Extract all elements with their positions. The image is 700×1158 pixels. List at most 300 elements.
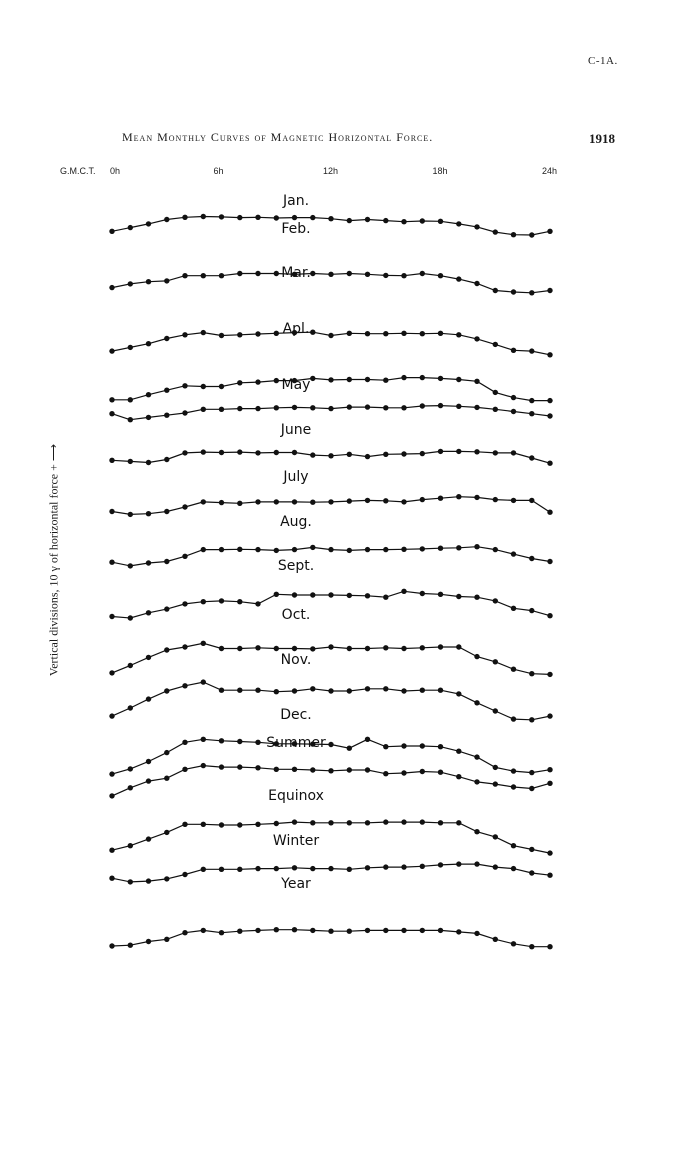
data-point	[456, 691, 461, 696]
data-point	[219, 500, 224, 505]
data-point	[438, 644, 443, 649]
data-point	[547, 781, 552, 786]
data-point	[109, 397, 114, 402]
data-point	[219, 867, 224, 872]
data-point	[274, 450, 279, 455]
data-point	[456, 749, 461, 754]
data-point	[529, 847, 534, 852]
data-point	[274, 646, 279, 651]
data-point	[347, 271, 352, 276]
data-point	[493, 834, 498, 839]
data-point	[237, 449, 242, 454]
x-tick-label: 12h	[323, 166, 339, 176]
data-point	[383, 273, 388, 278]
data-point	[255, 688, 260, 693]
data-point	[529, 870, 534, 875]
series-1	[109, 221, 552, 295]
data-point	[274, 866, 279, 871]
data-point	[292, 646, 297, 651]
data-point	[328, 742, 333, 747]
data-point	[201, 384, 206, 389]
data-point	[328, 547, 333, 552]
data-point	[438, 928, 443, 933]
data-point	[128, 417, 133, 422]
data-point	[310, 866, 315, 871]
data-point	[164, 509, 169, 514]
data-point	[237, 646, 242, 651]
data-point	[146, 341, 151, 346]
data-point	[474, 595, 479, 600]
data-point	[255, 331, 260, 336]
data-point	[164, 750, 169, 755]
data-point	[164, 217, 169, 222]
data-point	[274, 927, 279, 932]
data-point	[547, 398, 552, 403]
data-point	[493, 407, 498, 412]
data-point	[383, 378, 388, 383]
data-point	[511, 843, 516, 848]
series-5	[109, 422, 552, 466]
data-point	[182, 273, 187, 278]
series-11	[109, 707, 552, 777]
series-label: July	[283, 469, 309, 485]
data-point	[274, 378, 279, 383]
data-point	[438, 862, 443, 867]
data-point	[109, 876, 114, 881]
data-point	[456, 545, 461, 550]
data-point	[201, 763, 206, 768]
data-point	[219, 214, 224, 219]
data-point	[493, 598, 498, 603]
data-point	[347, 867, 352, 872]
data-point	[511, 667, 516, 672]
data-point	[438, 376, 443, 381]
data-point	[328, 453, 333, 458]
data-point	[493, 229, 498, 234]
x-tick-label: 6h	[213, 166, 224, 176]
data-point	[328, 216, 333, 221]
data-point	[383, 547, 388, 552]
data-point	[438, 331, 443, 336]
data-point	[365, 820, 370, 825]
data-point	[219, 384, 224, 389]
data-point	[438, 592, 443, 597]
data-point	[201, 214, 206, 219]
data-point	[328, 768, 333, 773]
data-point	[201, 407, 206, 412]
data-point	[255, 928, 260, 933]
data-point	[365, 737, 370, 742]
data-point	[237, 822, 242, 827]
data-point	[164, 776, 169, 781]
data-point	[310, 646, 315, 651]
data-point	[328, 377, 333, 382]
data-point	[109, 771, 114, 776]
data-point	[474, 281, 479, 286]
data-point	[401, 589, 406, 594]
data-point	[547, 288, 552, 293]
data-point	[237, 332, 242, 337]
series-line	[112, 822, 550, 853]
data-point	[347, 498, 352, 503]
data-point	[255, 822, 260, 827]
data-point	[109, 793, 114, 798]
data-point	[547, 944, 552, 949]
data-point	[547, 672, 552, 677]
data-point	[182, 872, 187, 877]
data-point	[474, 654, 479, 659]
data-point	[255, 499, 260, 504]
data-point	[109, 458, 114, 463]
data-point	[365, 498, 370, 503]
data-point	[274, 499, 279, 504]
data-point	[474, 544, 479, 549]
data-point	[292, 499, 297, 504]
data-point	[328, 688, 333, 693]
data-point	[511, 606, 516, 611]
data-point	[146, 836, 151, 841]
data-point	[529, 608, 534, 613]
data-point	[274, 767, 279, 772]
data-point	[511, 395, 516, 400]
data-point	[328, 333, 333, 338]
data-point	[474, 700, 479, 705]
data-point	[128, 705, 133, 710]
data-point	[420, 645, 425, 650]
data-point	[146, 878, 151, 883]
data-point	[438, 688, 443, 693]
data-point	[511, 784, 516, 789]
data-point	[128, 459, 133, 464]
data-point	[438, 820, 443, 825]
data-point	[401, 770, 406, 775]
data-point	[347, 767, 352, 772]
data-point	[456, 404, 461, 409]
data-point	[511, 409, 516, 414]
data-point	[255, 406, 260, 411]
data-point	[328, 866, 333, 871]
data-point	[511, 498, 516, 503]
data-point	[328, 272, 333, 277]
data-point	[474, 449, 479, 454]
data-point	[493, 765, 498, 770]
data-point	[237, 599, 242, 604]
data-point	[109, 229, 114, 234]
data-point	[292, 592, 297, 597]
data-point	[201, 599, 206, 604]
data-point	[182, 740, 187, 745]
data-point	[420, 403, 425, 408]
data-point	[292, 215, 297, 220]
data-point	[383, 819, 388, 824]
series-label: Apl.	[282, 321, 310, 337]
data-point	[365, 377, 370, 382]
data-point	[493, 342, 498, 347]
data-point	[255, 215, 260, 220]
series-label: June	[280, 422, 312, 438]
data-point	[109, 670, 114, 675]
data-point	[237, 271, 242, 276]
data-point	[438, 219, 443, 224]
data-point	[182, 504, 187, 509]
data-point	[219, 333, 224, 338]
series-label: Equinox	[268, 788, 324, 804]
data-point	[292, 767, 297, 772]
data-point	[128, 785, 133, 790]
data-point	[347, 548, 352, 553]
data-point	[237, 501, 242, 506]
series-10	[109, 652, 552, 723]
data-point	[310, 405, 315, 410]
series-15	[109, 876, 552, 949]
data-point	[438, 496, 443, 501]
data-point	[328, 406, 333, 411]
chart-title: Mean Monthly Curves of Magnetic Horizontal Force.	[122, 130, 434, 144]
data-point	[383, 595, 388, 600]
data-point	[547, 767, 552, 772]
data-point	[164, 876, 169, 881]
data-point	[529, 717, 534, 722]
data-point	[219, 764, 224, 769]
series-label: Feb.	[281, 221, 311, 237]
data-point	[219, 598, 224, 603]
data-point	[493, 288, 498, 293]
data-point	[456, 449, 461, 454]
data-point	[493, 390, 498, 395]
data-point	[383, 331, 388, 336]
data-point	[164, 457, 169, 462]
data-point	[529, 398, 534, 403]
data-point	[420, 218, 425, 223]
data-point	[383, 771, 388, 776]
data-point	[365, 331, 370, 336]
data-point	[255, 765, 260, 770]
series-8	[109, 558, 552, 621]
data-point	[182, 644, 187, 649]
data-point	[109, 560, 114, 565]
data-point	[347, 688, 352, 693]
data-point	[529, 770, 534, 775]
data-point	[128, 397, 133, 402]
data-point	[347, 452, 352, 457]
series-label: Dec.	[280, 707, 312, 723]
data-point	[547, 352, 552, 357]
series-label: May	[281, 377, 311, 393]
data-point	[274, 405, 279, 410]
data-point	[310, 452, 315, 457]
data-point	[237, 688, 242, 693]
data-point	[401, 499, 406, 504]
data-point	[292, 819, 297, 824]
data-point	[128, 615, 133, 620]
page-identifier: C-1A.	[588, 55, 618, 67]
data-point	[547, 413, 552, 418]
data-point	[128, 879, 133, 884]
data-point	[292, 688, 297, 693]
data-point	[237, 929, 242, 934]
data-point	[365, 865, 370, 870]
data-point	[219, 547, 224, 552]
data-point	[511, 551, 516, 556]
data-point	[146, 392, 151, 397]
data-point	[128, 345, 133, 350]
data-point	[274, 271, 279, 276]
data-point	[146, 759, 151, 764]
data-point	[493, 497, 498, 502]
data-point	[128, 943, 133, 948]
data-point	[219, 407, 224, 412]
data-point	[529, 348, 534, 353]
data-point	[219, 646, 224, 651]
data-point	[420, 688, 425, 693]
data-point	[201, 273, 206, 278]
data-point	[201, 330, 206, 335]
x-tick-label: 0h	[110, 166, 121, 176]
series-14	[109, 833, 552, 885]
data-point	[511, 289, 516, 294]
data-point	[255, 450, 260, 455]
data-point	[401, 547, 406, 552]
data-point	[292, 405, 297, 410]
data-point	[401, 219, 406, 224]
data-point	[438, 403, 443, 408]
data-point	[274, 331, 279, 336]
data-point	[255, 547, 260, 552]
data-point	[456, 644, 461, 649]
data-point	[237, 764, 242, 769]
data-point	[383, 218, 388, 223]
data-point	[420, 451, 425, 456]
data-point	[328, 592, 333, 597]
data-point	[146, 560, 151, 565]
data-point	[529, 498, 534, 503]
data-point	[328, 820, 333, 825]
data-point	[146, 415, 151, 420]
data-point	[493, 708, 498, 713]
data-point	[109, 348, 114, 353]
data-point	[182, 383, 187, 388]
data-point	[347, 218, 352, 223]
series-label: Aug.	[280, 514, 312, 530]
data-point	[401, 688, 406, 693]
data-point	[146, 221, 151, 226]
data-point	[128, 766, 133, 771]
data-point	[182, 332, 187, 337]
data-point	[109, 411, 114, 416]
data-point	[420, 497, 425, 502]
data-point	[547, 613, 552, 618]
data-point	[164, 688, 169, 693]
x-tick-label: 18h	[432, 166, 448, 176]
series-6	[109, 469, 552, 517]
data-point	[237, 380, 242, 385]
data-point	[511, 768, 516, 773]
data-point	[164, 937, 169, 942]
data-point	[493, 450, 498, 455]
data-point	[237, 406, 242, 411]
data-point	[401, 864, 406, 869]
data-point	[128, 225, 133, 230]
x-tick-label: 24h	[542, 166, 558, 176]
data-point	[474, 861, 479, 866]
data-point	[438, 744, 443, 749]
series-13	[109, 788, 552, 856]
data-point	[474, 379, 479, 384]
data-point	[109, 848, 114, 853]
data-point	[529, 671, 534, 676]
series-label: Jan.	[282, 193, 310, 209]
data-point	[219, 273, 224, 278]
data-point	[547, 850, 552, 855]
data-point	[401, 743, 406, 748]
data-point	[109, 285, 114, 290]
data-point	[255, 866, 260, 871]
data-point	[219, 450, 224, 455]
data-point	[529, 455, 534, 460]
data-point	[493, 547, 498, 552]
data-point	[347, 929, 352, 934]
data-point	[237, 215, 242, 220]
data-point	[109, 713, 114, 718]
data-point	[219, 738, 224, 743]
data-point	[164, 336, 169, 341]
data-point	[347, 820, 352, 825]
data-point	[201, 928, 206, 933]
data-point	[201, 641, 206, 646]
data-point	[274, 689, 279, 694]
data-point	[219, 822, 224, 827]
x-axis-ticks	[60, 166, 557, 176]
data-point	[146, 778, 151, 783]
series-7	[109, 514, 552, 569]
data-point	[237, 547, 242, 552]
data-point	[529, 411, 534, 416]
data-point	[292, 927, 297, 932]
data-point	[128, 281, 133, 286]
data-point	[164, 388, 169, 393]
x-axis-title: G.M.C.T.	[60, 166, 96, 176]
data-point	[365, 686, 370, 691]
data-point	[310, 215, 315, 220]
data-point	[347, 331, 352, 336]
data-point	[255, 379, 260, 384]
data-point	[401, 928, 406, 933]
data-point	[164, 278, 169, 283]
data-point	[328, 499, 333, 504]
data-point	[438, 273, 443, 278]
data-point	[547, 559, 552, 564]
data-point	[146, 460, 151, 465]
data-point	[365, 928, 370, 933]
data-point	[328, 644, 333, 649]
data-point	[420, 769, 425, 774]
data-point	[456, 221, 461, 226]
data-point	[201, 679, 206, 684]
data-point	[456, 494, 461, 499]
data-point	[365, 646, 370, 651]
data-point	[474, 405, 479, 410]
data-point	[383, 498, 388, 503]
data-point	[255, 601, 260, 606]
data-point	[456, 377, 461, 382]
data-point	[310, 767, 315, 772]
data-point	[182, 683, 187, 688]
data-point	[401, 375, 406, 380]
data-point	[420, 375, 425, 380]
data-point	[420, 546, 425, 551]
page-year: 1918	[589, 131, 615, 146]
data-point	[164, 606, 169, 611]
